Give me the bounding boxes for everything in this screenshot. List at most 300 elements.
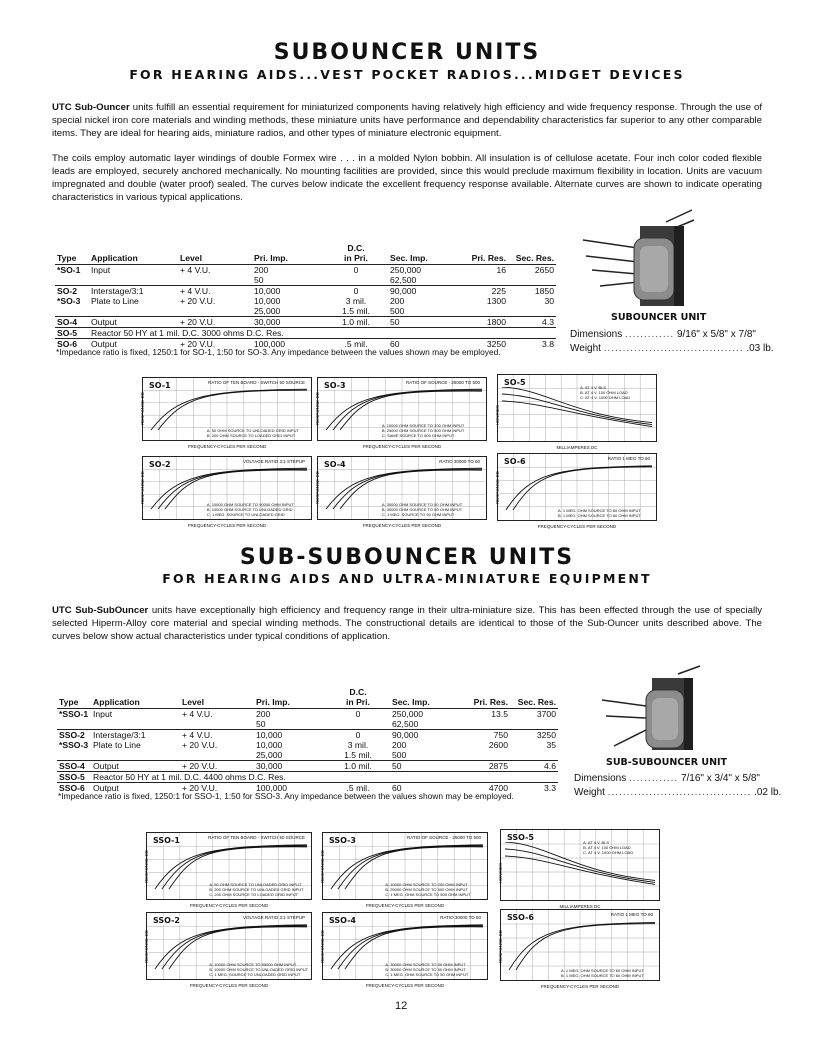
cell-line: Output (93, 761, 119, 771)
chart-y-label: RESPONSE-DB (320, 929, 325, 963)
header-sec-res: Sec. Res. (508, 243, 556, 265)
chart-legend (207, 428, 299, 438)
cell-sec-res (508, 286, 556, 297)
header-type: Type (55, 243, 89, 265)
cell-sec-imp (388, 265, 464, 286)
cell-line: 4.6 (544, 761, 556, 771)
cell-line: 30 (544, 296, 554, 306)
response-chart-so-3 (315, 377, 487, 449)
table-row (57, 730, 558, 741)
legend-entry: C. AT 4 V. 1000 OHM LOAD (583, 850, 634, 855)
response-curve (509, 923, 655, 970)
table-row (55, 296, 556, 317)
cell-line: .5 mil. (344, 339, 368, 349)
chart-name: SO-2 (149, 460, 171, 469)
legend-entry: A. AT 4 V. BLS (580, 385, 607, 390)
chart-subtitle: RATIO OF TEN BOARD - SWITCH 50 SOURCE (208, 380, 305, 385)
cell-line: Interstage/3:1 (93, 730, 146, 740)
chart-x-label: FREQUENCY-CYCLES PER SECOND (362, 444, 442, 449)
section2-spec-table (57, 687, 558, 793)
cell-type (57, 740, 91, 761)
section2-paragraph-1 (52, 604, 762, 643)
legend-entry: B. 10000 OHM SOURCE TO UNLOADED GRID (206, 507, 293, 512)
header-application: Application (89, 243, 178, 265)
cell-pri-res (464, 296, 508, 317)
chart-name: SSO-1 (153, 836, 180, 845)
cell-line: 3250 (486, 339, 506, 349)
cell-line: 35 (546, 740, 556, 750)
subouncer-unit-image (578, 208, 698, 312)
section1-title: SUBOUNCER UNITS (273, 40, 541, 65)
chart-x-label: FREQUENCY-CYCLES PER SECOND (187, 523, 267, 528)
legend-entry: C. 1 MEG. OHM SOURCE TO 50 OHM INPUT (385, 972, 469, 977)
cell-sec-imp (390, 730, 466, 741)
cell-pri-imp (254, 730, 326, 741)
cell-line: + 20 V.U. (182, 761, 218, 771)
section1-subtitle: FOR HEARING AIDS...VEST POCKET RADIOS...MIDGET DEVICES (129, 67, 685, 82)
cell-line: 50 (254, 275, 264, 285)
chart-legend (382, 502, 462, 517)
cell-line: 62,500 (392, 719, 419, 729)
header-sec-imp: Sec. Imp. (390, 687, 466, 709)
cell-line: 225 (491, 286, 506, 296)
cell-line: 30,000 (254, 317, 281, 327)
response-chart-so-1 (140, 377, 312, 449)
weight-value: .02 lb. (754, 787, 782, 798)
cell-type (55, 296, 89, 317)
cell-line: 3 mil. (345, 296, 367, 306)
cell-line: Plate to Line (93, 740, 141, 750)
cell-sec-res (510, 783, 558, 794)
cell-dc (326, 730, 390, 741)
cell-line: 4.3 (542, 317, 554, 327)
cell-line: + 20 V.U. (180, 296, 216, 306)
cell-dc (324, 286, 388, 297)
chart-y-label: HENRIES (495, 404, 500, 425)
cell-pri-imp (254, 740, 326, 761)
header-dc-bottom: in Pri. (346, 697, 370, 707)
cell-line: Plate to Line (91, 296, 139, 306)
cell-line: 0 (355, 730, 361, 740)
chart-subtitle: RATIO 1 MEG TO 60 (610, 912, 653, 917)
cell-line: Output (91, 339, 117, 349)
cell-line: 13.5 (491, 709, 508, 719)
response-chart-sso-2 (144, 912, 312, 988)
legend-entry: A. 30000 OHM SOURCE TO 50 OHM INPUT (385, 962, 466, 967)
cell-line: + 20 V.U. (182, 740, 218, 750)
chart-y-label: RESPONSE-DB (320, 849, 325, 883)
legend-entry: B. 1 MEG. OHM SOURCE TO 60 OHM INPUT (561, 973, 644, 978)
table-row (57, 740, 558, 761)
cell-line: 62,500 (390, 275, 417, 285)
chart-name: SO-5 (504, 378, 526, 387)
cell-line: 3700 (536, 709, 556, 719)
response-chart-so-2 (140, 456, 312, 528)
cell-line: 200 (254, 265, 269, 275)
cell-line: + 20 V.U. (180, 317, 216, 327)
cell-line: SSO-6 (59, 783, 85, 793)
chart-subtitle: RATIO 30000 TO 50 (440, 915, 481, 920)
chart-x-label: FREQUENCY-CYCLES PER SECOND (365, 903, 445, 908)
response-chart-sso-1 (144, 832, 312, 908)
cell-level (178, 296, 252, 317)
subouncer-unit-caption: SUBOUNCER UNIT (611, 312, 707, 323)
cell-line: + 20 V.U. (180, 339, 216, 349)
chart-legend (209, 882, 303, 897)
legend-entry: C. 1 MEG. OHM SOURCE TO 500 OHM INPUT (385, 892, 471, 897)
legend-entry: B. 30000 OHM SOURCE TO 50 OHM INPUT (385, 967, 466, 972)
chart-x-label: MILLIAMPERES DC (559, 904, 601, 909)
cell-pri-res (464, 286, 508, 297)
cell-dc (324, 317, 388, 328)
cell-line: SO-6 (57, 339, 78, 349)
chart-name: SSO-5 (507, 833, 534, 842)
chart-name: SO-1 (149, 381, 171, 390)
cell-pri-res (466, 740, 510, 761)
cell-line: 200 (256, 709, 271, 719)
cell-level (178, 317, 252, 328)
cell-application (89, 265, 178, 286)
chart-subtitle: RATIO 30000 TO 50 (439, 459, 480, 464)
legend-entry: B. 10000 OHM SOURCE TO UNLOADED GRID INPUT (209, 967, 309, 972)
cell-line: *SSO-1 (59, 709, 89, 719)
section2-subtitle: FOR HEARING AIDS AND ULTRA-MINIATURE EQUIPMENT (162, 571, 652, 586)
legend-entry: A. 30000 OHM SOURCE TO 50 OHM INPUT (381, 502, 463, 507)
cell-line: 60 (390, 339, 400, 349)
chart-name: SSO-2 (153, 916, 180, 925)
cell-pri-res (466, 709, 510, 730)
cell-level (180, 761, 254, 772)
chart-name: SSO-3 (329, 836, 356, 845)
chart-legend (580, 385, 630, 400)
sub-subouncer-unit-caption: SUB-SUBOUNCER UNIT (606, 757, 728, 768)
table-row (55, 286, 556, 297)
page-number: 12 (395, 1000, 408, 1012)
dimensions-value: 7/16" x 3/4" x 5/8" (680, 773, 760, 784)
table-row (57, 772, 558, 783)
cell-level (178, 286, 252, 297)
cell-line: + 4 V.U. (182, 709, 213, 719)
cell-line: + 4 V.U. (180, 265, 211, 275)
cell-sec-res (508, 296, 556, 317)
cell-dc (324, 265, 388, 286)
cell-level (178, 265, 252, 286)
cell-level (180, 740, 254, 761)
cell-application (91, 761, 180, 772)
chart-subtitle: RATIO OF TEN BOARD - SWITCH 50 SOURCE (208, 835, 305, 840)
cell-dc (326, 761, 390, 772)
cell-line: *SO-3 (57, 296, 81, 306)
cell-dc (326, 709, 390, 730)
cell-line: 200 (390, 296, 405, 306)
header-dc-top: D.C. (347, 243, 365, 253)
header-level: Level (178, 243, 252, 265)
cell-sec-imp (390, 709, 466, 730)
response-chart-sso-3 (320, 832, 488, 908)
cell-line: 90,000 (392, 730, 419, 740)
cell-sec-imp (388, 296, 464, 317)
cell-line: 100,000 (256, 783, 288, 793)
chart-legend (385, 882, 470, 897)
chart-legend (561, 968, 644, 978)
legend-entry: B. AT 4 V. 100 OHM LOAD (580, 390, 628, 395)
cell-pri-res (464, 265, 508, 286)
cell-line: 25,000 (254, 306, 281, 316)
cell-line: 500 (390, 306, 405, 316)
cell-type (55, 286, 89, 297)
chart-subtitle: RATIO OF SOURCE - 25000 TO 500 (406, 835, 481, 840)
chart-x-label: FREQUENCY-CYCLES PER SECOND (365, 983, 445, 988)
chart-x-label: FREQUENCY-CYCLES PER SECOND (187, 444, 267, 449)
chart-x-label: FREQUENCY-CYCLES PER SECOND (362, 523, 442, 528)
chart-x-label: FREQUENCY-CYCLES PER SECOND (537, 524, 617, 529)
cell-pri-res (464, 317, 508, 328)
cell-type (55, 317, 89, 328)
cell-sec-res (510, 709, 558, 730)
cell-dc (326, 740, 390, 761)
chart-name: SSO-4 (329, 916, 356, 925)
cell-line: 0 (355, 709, 361, 719)
cell-application (89, 286, 178, 297)
section2-title: SUB-SUBOUNCER UNITS (239, 545, 575, 570)
response-curve (516, 924, 655, 970)
response-curve (506, 466, 652, 510)
legend-entry: B. 200 OHM SOURCE TO LOADED GRID INPUT (206, 433, 296, 438)
header-sec-imp: Sec. Imp. (388, 243, 464, 265)
legend-entry: B. 200 OHM SOURCE TO UNLOADED GRID INPUT (209, 887, 304, 892)
chart-y-label: RESPONSE-DB (498, 929, 503, 963)
cell-line: 200 (392, 740, 407, 750)
cell-pri-imp (252, 286, 324, 297)
legend-entry: C. AT 4 V. 1000 OHM LOAD (580, 395, 631, 400)
legend-entry: C. 1 MEG. SOURCE TO 50 OHM INPUT (381, 512, 455, 517)
chart-name: SO-4 (324, 460, 346, 469)
cell-line: 60 (392, 783, 402, 793)
header-dc (326, 687, 390, 709)
cell-line: 3.8 (542, 339, 554, 349)
header-sec-res: Sec. Res. (510, 687, 558, 709)
legend-entry: A. 50 OHM SOURCE TO UNLOADED GRID INPUT (206, 428, 299, 433)
cell-line: Output (91, 317, 117, 327)
cell-line: *SO-1 (57, 265, 81, 275)
cell-type: SO-5 (55, 328, 89, 339)
chart-subtitle: RATIO 1 MEG TO 60 (607, 456, 650, 461)
response-chart-so-5 (495, 374, 657, 450)
cell-type (55, 265, 89, 286)
cell-line: 1800 (486, 317, 506, 327)
cell-sec-res (510, 730, 558, 741)
section2-paragraph-1-lead: UTC Sub-SubOuncer (52, 605, 149, 616)
cell-line: 1850 (534, 286, 554, 296)
chart-legend (207, 502, 294, 517)
legend-entry: A. 10000 OHM SOURCE TO 200 OHM INPUT (381, 423, 465, 428)
cell-line: 50 (392, 761, 402, 771)
cell-line: 10,000 (254, 296, 281, 306)
chart-legend (385, 962, 468, 977)
cell-line: 10,000 (256, 730, 283, 740)
cell-sec-imp (388, 317, 464, 328)
legend-entry: B. 30000 OHM SOURCE TO 50 OHM INPUT (381, 507, 463, 512)
cell-type: SSO-5 (57, 772, 91, 783)
chart-y-label: RESPONSE-DB (140, 470, 145, 504)
cell-line: SO-4 (57, 317, 78, 327)
cell-line: 0 (353, 265, 359, 275)
dimensions-value: 9/16" x 5/8" x 7/8" (676, 329, 756, 340)
header-dc-top: D.C. (349, 687, 367, 697)
cell-level (180, 709, 254, 730)
cell-line: 10,000 (254, 286, 281, 296)
cell-line: 50 (256, 719, 266, 729)
legend-entry: B. 25000 OHM SOURCE TO 500 OHM INPUT (385, 887, 468, 892)
cell-sec-res (510, 740, 558, 761)
response-chart-sso-4 (320, 912, 488, 988)
chart-legend (382, 423, 465, 438)
legend-entry: B. 1 MEG. OHM SOURCE TO 60 OHM INPUT (558, 513, 641, 518)
cell-line: 3 mil. (347, 740, 369, 750)
cell-application (89, 296, 178, 317)
table-row (57, 761, 558, 772)
chart-name: SO-3 (324, 381, 346, 390)
cell-pri-imp (254, 709, 326, 730)
section1-note: *Impedance ratio is fixed, 1250:1 for SO-1, 1:50 for SO-3. Any impedance between the values shown may be employed. (56, 347, 501, 357)
table-row (57, 709, 558, 730)
dimensions-label: Dimensions (574, 773, 627, 784)
cell-line: Input (93, 709, 113, 719)
chart-x-label: MILLIAMPERES DC (556, 445, 598, 450)
chart-subtitle: VOLTAGE RATIO 3:1 STEPUP (242, 459, 305, 464)
legend-entry: A. 10000 OHM SOURCE TO 200 OHM INPUT (385, 882, 468, 887)
cell-sec-res (508, 265, 556, 286)
cell-line: 3.3 (544, 783, 556, 793)
header-dc-bottom: in Pri. (344, 253, 368, 263)
cell-line: 16 (496, 265, 506, 275)
section1-spec-table (55, 243, 556, 349)
cell-line: 50 (390, 317, 400, 327)
chart-y-label: RESPONSE-DB (144, 849, 149, 883)
cell-pri-res (466, 761, 510, 772)
cell-application (91, 709, 180, 730)
header-pri-res: Pri. Res. (464, 243, 508, 265)
legend-entry: A. 1 MEG. OHM SOURCE TO 60 OHM INPUT (561, 968, 644, 973)
cell-sec-imp (388, 286, 464, 297)
cell-application: Reactor 50 HY at 1 mil. D.C. 3000 ohms D.C. Res. (89, 328, 556, 339)
section2-spec-table-wrap (57, 687, 558, 793)
cell-line: 2650 (534, 265, 554, 275)
response-curve (513, 467, 652, 510)
cell-application (89, 317, 178, 328)
cell-line: *SSO-3 (59, 740, 89, 750)
cell-line: 750 (493, 730, 508, 740)
response-chart-so-4 (315, 456, 487, 528)
chart-x-label: FREQUENCY-CYCLES PER SECOND (540, 984, 620, 989)
chart-subtitle: VOLTAGE RATIO 3:1 STEPUP (242, 915, 305, 920)
legend-entry: A. 10000 OHM SOURCE TO 90000 OHM INPUT (206, 502, 294, 507)
cell-sec-imp (390, 740, 466, 761)
legend-entry: A. 50 OHM SOURCE TO UNLOADED GRID INPUT (209, 882, 302, 887)
table-row (55, 317, 556, 328)
chart-name: SSO-6 (507, 913, 534, 922)
header-pri-res: Pri. Res. (466, 687, 510, 709)
cell-line: 4700 (488, 783, 508, 793)
response-curve (158, 390, 307, 430)
cell-line: 100,000 (254, 339, 286, 349)
cell-line: 3250 (536, 730, 556, 740)
section1-spec-table-wrap (55, 243, 556, 349)
cell-pri-imp (252, 296, 324, 317)
chart-y-label: RESPONSE-DB (315, 470, 320, 504)
cell-line: + 20 V.U. (182, 783, 218, 793)
response-chart-sso-6 (498, 909, 660, 989)
cell-pri-imp (252, 317, 324, 328)
header-pri-imp: Pri. Imp. (254, 687, 326, 709)
cell-line: 10,000 (256, 740, 283, 750)
cell-type (57, 761, 91, 772)
cell-sec-imp (390, 761, 466, 772)
chart-legend (209, 962, 308, 977)
chart-y-label: RESPONSE-DB (495, 470, 500, 504)
table-row (55, 328, 556, 339)
cell-line: 0 (353, 286, 359, 296)
subouncer-weight: Weight ..................................... .03 lb. (570, 343, 774, 354)
subouncer-dimensions: Dimensions ............. 9/16" x 5/8" x 7/8" (570, 329, 756, 340)
cell-line: 1.5 mil. (342, 306, 370, 316)
cell-line: 25,000 (256, 750, 283, 760)
section2-note: *Impedance ratio is fixed, 1250:1 for SSO-1, 1:50 for SSO-3. Any impedance between the values shown may be employed. (58, 791, 514, 801)
cell-application (91, 740, 180, 761)
cell-sec-res (508, 339, 556, 350)
chart-name: SO-6 (504, 457, 526, 466)
response-chart-sso-5 (498, 829, 660, 909)
chart-subtitle: RATIO OF SOURCE - 25000 TO 500 (405, 380, 480, 385)
header-type: Type (57, 687, 91, 709)
cell-pri-imp (254, 761, 326, 772)
chart-y-label: HENRIES (498, 862, 503, 883)
chart-y-label: RESPONSE-DB (315, 391, 320, 425)
cell-line: 2600 (488, 740, 508, 750)
chart-y-label: RESPONSE-DB (140, 391, 145, 425)
chart-x-label: FREQUENCY-CYCLES PER SECOND (189, 983, 269, 988)
cell-line: 90,000 (390, 286, 417, 296)
cell-line: Output (93, 783, 119, 793)
header-pri-imp: Pri. Imp. (252, 243, 324, 265)
cell-sec-res (510, 761, 558, 772)
cell-line: + 4 V.U. (180, 286, 211, 296)
cell-line: 2875 (488, 761, 508, 771)
legend-entry: A. 1 MEG. OHM SOURCE TO 60 OHM INPUT (558, 508, 641, 513)
section1-paragraph-1 (52, 101, 762, 140)
header-dc (324, 243, 388, 265)
legend-entry: B. AT 4 V. 100 OHM LOAD (583, 845, 631, 850)
cell-line: SSO-2 (59, 730, 85, 740)
cell-line: 1.5 mil. (344, 750, 372, 760)
cell-line: SSO-4 (59, 761, 85, 771)
cell-dc (324, 296, 388, 317)
cell-line: .5 mil. (346, 783, 370, 793)
cell-type (57, 709, 91, 730)
dimensions-label: Dimensions (570, 329, 623, 340)
legend-entry: C. 200 OHM SOURCE TO LOADED GRID INPUT (209, 892, 299, 897)
cell-line: 1300 (486, 296, 506, 306)
weight-value: .03 lb. (746, 343, 774, 354)
chart-x-label: FREQUENCY-CYCLES PER SECOND (189, 903, 269, 908)
cell-type (57, 730, 91, 741)
legend-entry: A. AT 4 V. BLS (583, 840, 610, 845)
response-chart-so-6 (495, 453, 657, 529)
cell-line: SO-2 (57, 286, 78, 296)
legend-entry: C. 1 MEG. SOURCE TO UNLOADED GRID (206, 512, 285, 517)
legend-entry: C. SAME SOURCE TO 500 OHM INPUT (381, 433, 455, 438)
section1-paragraph-1-body: units fulfill an essential requirement for miniaturized components having relatively high efficiency and wide frequency response. Through the use of special nickel iron core materials and winding methods, these miniature units have performance and dependability characteristics far superior to any other comparable items. They are ideal for hearing aids, miniature radios, and other types of miniature electronic equipment. (52, 102, 762, 139)
